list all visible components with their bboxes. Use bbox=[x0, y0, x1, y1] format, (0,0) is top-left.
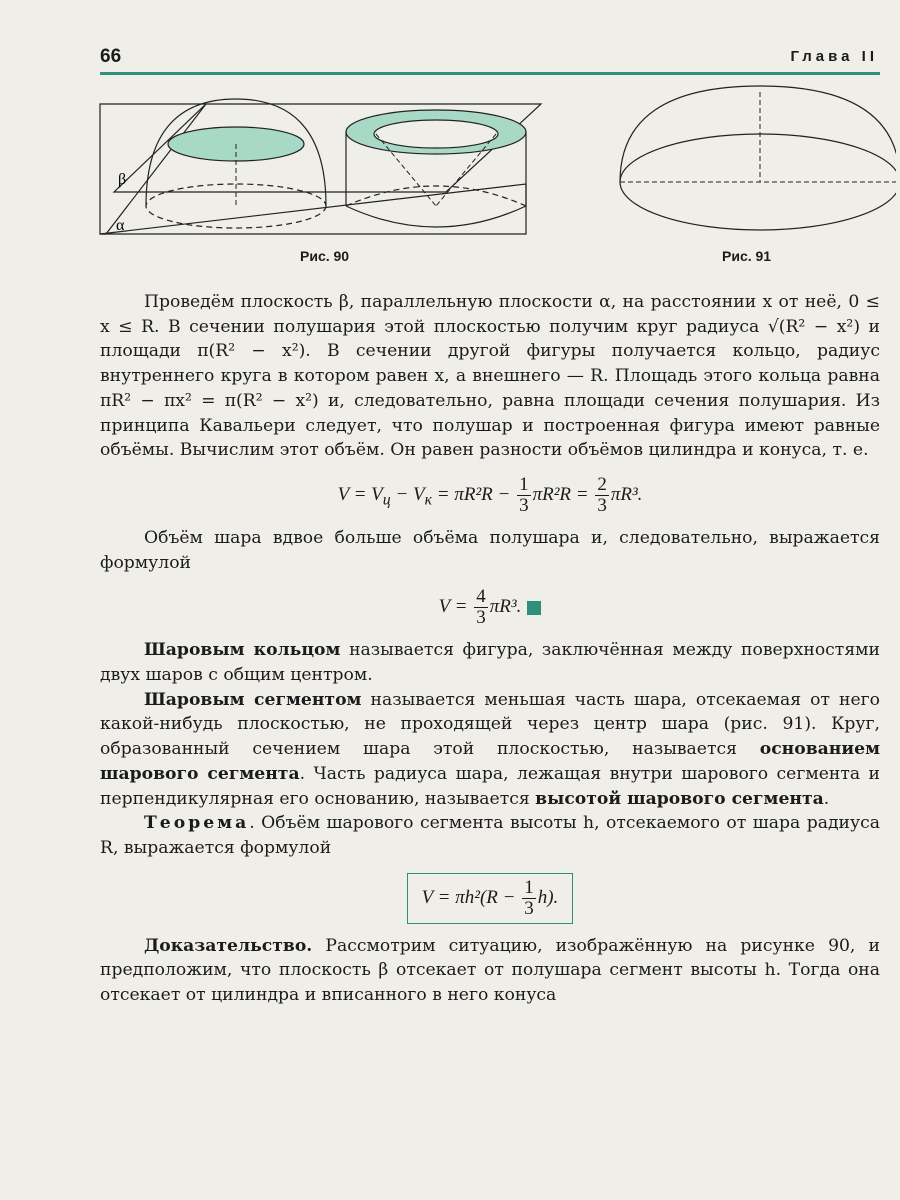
page-number: 66 bbox=[100, 46, 122, 67]
figures bbox=[96, 84, 896, 274]
formula-2: V = $\frac{4}{3}$ πR³. bbox=[100, 587, 880, 628]
paragraph-4: Шаровым сегментом называется меньшая часть шара, отсекаемая от него какой-нибудь плоскостью, не проходящей через центр шара (рис. 91). Круг, образованный сечением шара этой плоскостью, называется основанием шарового сегмента. Часть радиуса шара, лежащая внутри шарового сегмента и перпендикулярная его основанию, называется высотой шарового сегмента. bbox=[100, 689, 880, 809]
beta-label: β bbox=[118, 171, 127, 188]
formula-3 bbox=[100, 873, 880, 924]
fig90-caption: Рис. 90 bbox=[300, 248, 350, 264]
body-text bbox=[100, 290, 880, 1008]
end-of-proof-icon bbox=[527, 601, 541, 615]
fig91-caption: Рис. 91 bbox=[722, 248, 772, 264]
paragraph-1: Проведём плоскость β, параллельную плоскости α, на расстоянии x от неё, 0 ≤ x ≤ R. В сечении полушария этой плоскостью получим круг радиуса √(R² − x²) и площади π(R² − x²). В сечении другой фигуры получается кольцо, радиус внутреннего круга в котором равен x, а внешнего — R. Площадь этого кольца равна πR² − πx² = π(R² − x²) и, следовательно, равна площади сечения полушария. Из принципа Кавальери следует, что полушар и построенная фигура имеют равные объёмы. Вычислим этот объём. Он равен разности объёмов цилиндра и конуса, т. е. bbox=[100, 292, 880, 461]
paragraph-3: Шаровым кольцом называется фигура, заключённая между поверхностями двух шаров с общим центром. bbox=[100, 640, 880, 686]
formula-1: $V = V_ц - V_к = \pi R^2R$ − $\frac{1}{3}$ πR²R = $\frac{2}{3}$ πR³. bbox=[337, 473, 643, 516]
chapter-title: Глава II bbox=[790, 48, 878, 65]
paragraph-5: Теорема. Объём шарового сегмента высоты h, отсекаемого от шара радиуса R, выражается формулой bbox=[100, 813, 880, 858]
header-rule bbox=[100, 72, 880, 75]
alpha-label: α bbox=[116, 217, 125, 234]
paragraph-6: Доказательство. Рассмотрим ситуацию, изображённую на рисунке 90, и предположим, что плоскость β отсекает от полушара сегмент высоты h. Тогда она отсекает от цилиндра и вписанного в него конуса bbox=[100, 935, 880, 1006]
formula-box: V = πh²(R − $\frac{1}{3}$ h). bbox=[407, 873, 574, 924]
paragraph-2: Объём шара вдвое больше объёма полушара и, следовательно, выражается формулой bbox=[100, 527, 880, 573]
